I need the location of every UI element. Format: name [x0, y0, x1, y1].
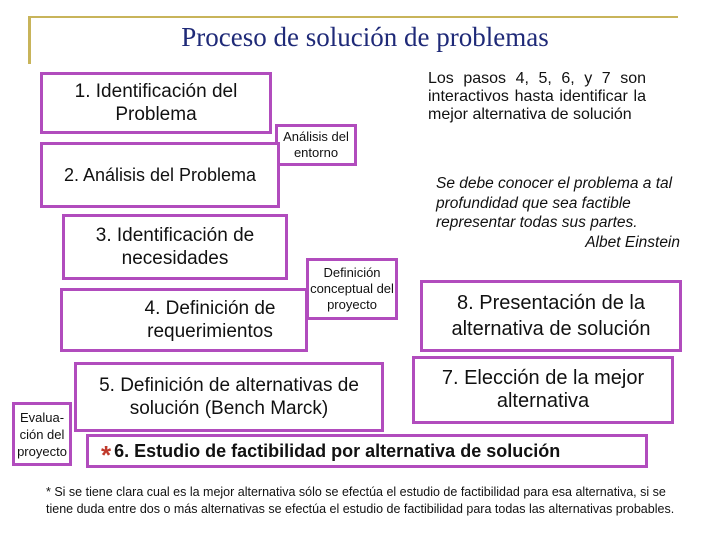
- analisis-entorno-label: Análisis del entorno: [283, 129, 349, 160]
- step-6-box: [86, 434, 648, 468]
- step-8-label: 8. Presentación de la alternativa de solución: [451, 292, 651, 340]
- step-5-label: 5. Definición de alternativas de solución (Bench Marck): [99, 375, 359, 419]
- step-8-box: [420, 280, 682, 352]
- evaluacion-label: Evalua-ción del proyecto: [17, 409, 67, 459]
- step-3-box: [62, 214, 288, 280]
- interactive-note: Los pasos 4, 5, 6, y 7 son interactivos hasta identificar la mejor alternativa de solución: [428, 70, 646, 123]
- step-4-label: 4. Definición de requerimientos: [144, 298, 276, 342]
- definicion-conceptual-label: Definición conceptual del proyecto: [310, 265, 394, 312]
- asterisk-icon: *: [101, 440, 112, 470]
- step-1-box: [40, 72, 272, 134]
- footnote: * Si se tiene clara cual es la mejor alternativa sólo se efectúa el estudio de factibilidad para esa alternativa, si se tiene duda entre dos o más alternativas se efectúa el estudio de factibilidad para todas las alternativas probables.: [46, 485, 675, 516]
- evaluacion-box: [12, 402, 72, 466]
- page-title: Proceso de solución de problemas: [181, 22, 549, 52]
- step-4-box: [60, 288, 308, 352]
- step-1-label: 1. Identificación del Problema: [74, 81, 238, 125]
- step-6-label: 6. Estudio de factibilidad por alternativa de solución: [114, 440, 561, 461]
- einstein-quote: [436, 174, 688, 252]
- step-2-box: [40, 142, 280, 208]
- step-7-box: [412, 356, 674, 424]
- step-3-label: 3. Identificación de necesidades: [95, 225, 255, 269]
- quote-text: Se debe conocer el problema a tal profundidad que sea factible representar todas sus partes.: [436, 175, 673, 231]
- frame-top-line: [28, 16, 678, 18]
- step-2-label: 2. Análisis del Problema: [63, 164, 257, 185]
- step-7-label: 7. Elección de la mejor alternativa: [441, 367, 645, 412]
- analisis-entorno-box: [275, 124, 357, 166]
- quote-author: Albet Einstein: [585, 233, 680, 251]
- definicion-conceptual-box: [306, 258, 398, 320]
- step-5-box: [74, 362, 384, 432]
